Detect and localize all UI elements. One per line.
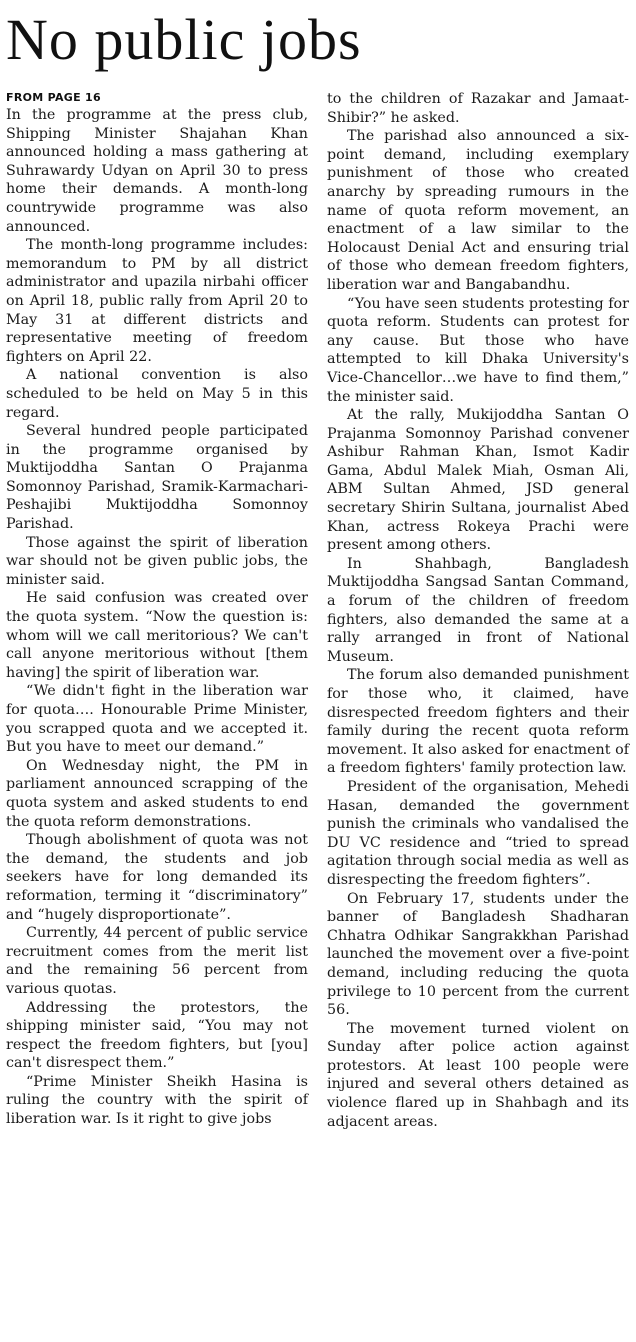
paragraph: The movement turned violent on Sunday after police action against protestors. At least 100 people were injured and several others detained as violence flared up in Shahbagh and its adjacent areas. [327, 1020, 629, 1130]
left-column [6, 90, 308, 1129]
paragraph: Those against the spirit of liberation war should not be given public jobs, the minister said. [6, 534, 308, 588]
paragraph: President of the organisation, Mehedi Hasan, demanded the government punish the criminals who vandalised the DU VC residence and “tried to spread agitation through social media as well as disrespecting the freedom fighters”. [327, 778, 629, 888]
right-column [327, 90, 629, 1131]
paragraph: The month-long programme includes: memorandum to PM by all district administrator and upazila nirbahi officer on April 18, public rally from April 20 to May 31 at different districts and representative meeting of freedom fighters on April 22. [6, 237, 308, 365]
jump-line: FROM PAGE 16 [6, 91, 101, 104]
paragraph: Several hundred people participated in the programme organised by Muktijoddha Santan O Prajanma Somonnoy Parishad, Sramik-Karmachari-Peshajibi Muktijoddha Somonnoy Parishad. [6, 423, 308, 533]
paragraph: A national convention is also scheduled to be held on May 5 in this regard. [6, 367, 308, 421]
paragraph: He said confusion was created over the quota system. “Now the question is: whom will we call meritorious? We can't call anyone meritorious without [them having] the spirit of liberation war. [6, 590, 308, 681]
paragraph-continued: to the children of Razakar and Jamaat-Shibir?” he asked. [327, 91, 629, 126]
paragraph: “You have seen students protesting for quota reform. Students can protest for any cause. But those who have attempted to kill Dhaka University's Vice-Chancellor…we have to find them,” the minister said. [327, 295, 629, 405]
paragraph: Addressing the protestors, the shipping minister said, “You may not respect the freedom fighters, but [you] can't disrespect them.” [6, 999, 308, 1072]
paragraph: In Shahbagh, Bangladesh Muktijoddha Sangsad Santan Command, a forum of the children of freedom fighters, also demanded the same at a rally arranged in front of National Museum. [327, 555, 629, 665]
headline: No public jobs [6, 7, 362, 72]
paragraph: Currently, 44 percent of public service recruitment comes from the merit list and the remaining 56 percent from various quotas. [6, 925, 308, 997]
paragraph: The parishad also announced a six-point demand, including exemplary punishment of those who created anarchy by spreading rumours in the name of quota reform movement, an enactment of a law similar to the Holocaust Denial Act and ensuring trial of those who demean freedom fighters, liberation war and Bangabandhu. [327, 128, 629, 293]
paragraph: “We didn't fight in the liberation war for quota…. Honourable Prime Minister, you scrapped quota and we accepted it. But you have to meet our demand.” [6, 683, 308, 756]
paragraph: Though abolishment of quota was not the demand, the students and job seekers have for long demanded its reformation, terming it “discriminatory” and “hugely disproportionate”. [6, 832, 308, 923]
paragraph: In the programme at the press club, Shipping Minister Shajahan Khan announced holding a mass gathering at Suhrawardy Udyan on April 30 to press home their demands. A month-long countrywide programme was also announced. [6, 107, 308, 235]
paragraph: On Wednesday night, the PM in parliament announced scrapping of the quota system and asked students to end the quota reform demonstrations. [6, 757, 308, 830]
paragraph: At the rally, Mukijoddha Santan O Prajanma Somonnoy Parishad convener Ashibur Rahman Khan, Ismot Kadir Gama, Abdul Malek Miah, Osman Ali, ABM Sultan Ahmed, JSD general secretary Shirin Sultana, journalist Abed Khan, actress Rokeya Prachi were present among others. [327, 407, 629, 554]
paragraph: “Prime Minister Sheikh Hasina is ruling the country with the spirit of liberation war. Is it right to give jobs [6, 1073, 308, 1128]
paragraph: The forum also demanded punishment for those who, it claimed, have disrespected freedom fighters and their family during the recent quota reform movement. It also asked for enactment of a freedom fighters' family protection law. [327, 667, 629, 777]
paragraph: On February 17, students under the banner of Bangladesh Shadharan Chhatra Odhikar Sangrakkhan Parishad launched the movement over a five-point demand, including reducing the quota privilege to 10 percent from the current 56. [327, 890, 629, 1019]
